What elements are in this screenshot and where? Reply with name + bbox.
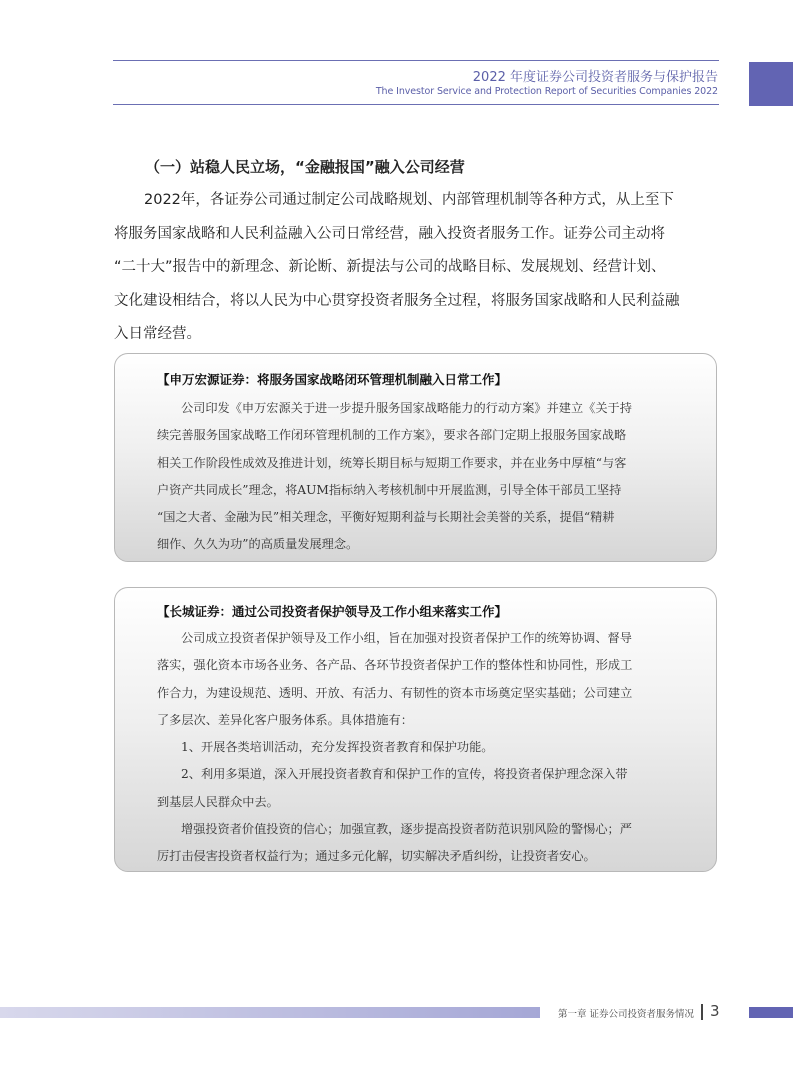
case-line: 相关工作阶段性成效及推进计划，统筹长期目标与短期工作要求，并在业务中厚植“与客 <box>157 455 627 470</box>
case-line: 公司成立投资者保护领导及工作小组，旨在加强对投资者保护工作的统筹协调、督导 <box>181 631 632 645</box>
case-body <box>157 625 705 871</box>
intro-paragraph <box>114 184 720 352</box>
header-bottom-rule <box>113 104 719 105</box>
case-line: 续完善服务国家战略工作闭环管理机制的工作方案》，要求各部门定期上报服务国家战略 <box>157 428 627 443</box>
case-line: 细作、久久为功”的高质量发展理念。 <box>157 537 359 552</box>
case-title: 【申万宏源证券：将服务国家战略闭环管理机制融入日常工作】 <box>157 372 508 387</box>
header-top-rule <box>113 60 719 61</box>
case-line: 增强投资者价值投资的信心；加强宣教，逐步提高投资者防范识别风险的警惕心；严 <box>181 822 632 837</box>
footer-accent-block <box>749 1007 793 1018</box>
section-heading: （一）站稳人民立场，“金融报国”融入公司经营 <box>145 158 465 176</box>
case-body <box>157 395 705 559</box>
intro-line: 将服务国家战略和人民利益融入公司日常经营，融入投资者服务工作。证券公司主动将 <box>114 225 665 242</box>
page-number: 3 <box>710 1002 720 1020</box>
footer-separator <box>701 1004 703 1020</box>
case-line: 落实，强化资本市场各业务、各产品、各环节投资者保护工作的整体性和协同性，形成工 <box>157 658 633 673</box>
case-line: 公司印发《申万宏源关于进一步提升服务国家战略能力的行动方案》并建立《关于持 <box>181 401 632 415</box>
case-line: 户资产共同成长”理念，将AUM指标纳入考核机制中开展监测，引导全体干部员工坚持 <box>157 482 622 497</box>
case-line: 了多层次、差异化客户服务体系。具体措施有： <box>157 712 413 727</box>
case-line: 作合力，为建设规范、透明、开放、有活力、有韧性的资本市场奠定坚实基础；公司建立 <box>157 685 633 700</box>
intro-line: 2022年，各证券公司通过制定公司战略规划、内部管理机制等各种方式，从上至下 <box>144 192 674 208</box>
intro-line: 入日常经营。 <box>114 326 201 342</box>
header-accent-block <box>749 62 793 106</box>
case-line: 2、利用多渠道，深入开展投资者教育和保护工作的宣传，将投资者保护理念深入带 <box>181 767 628 782</box>
footer-gradient-bar <box>0 1007 540 1018</box>
case-line: 厉打击侵害投资者权益行为；通过多元化解，切实解决矛盾纠纷，让投资者安心。 <box>157 849 596 864</box>
case-line: 到基层人民群众中去。 <box>157 794 279 809</box>
case-line: 1、开展各类培训活动，充分发挥投资者教育和保护功能。 <box>181 740 494 755</box>
report-title-en: The Investor Service and Protection Report of Securities Companies 2022 <box>375 86 718 97</box>
footer-chapter-text: 第一章 证券公司投资者服务情况 <box>558 1009 695 1020</box>
case-box-shenwan <box>114 353 717 562</box>
case-title: 【长城证券：通过公司投资者保护领导及工作小组来落实工作】 <box>157 604 508 619</box>
case-box-changcheng <box>114 587 717 872</box>
case-line: “国之大者、金融为民”相关理念，平衡好短期利益与长期社会美誉的关系，提倡“精耕 <box>157 510 615 525</box>
intro-line: 文化建设相结合，将以人民为中心贯穿投资者服务全过程，将服务国家战略和人民利益融 <box>114 292 680 309</box>
intro-line: “二十大”报告中的新理念、新论断、新提法与公司的战略目标、发展规划、经营计划、 <box>114 259 666 275</box>
report-title-cn: 2022 年度证券公司投资者服务与保护报告 <box>472 70 718 85</box>
